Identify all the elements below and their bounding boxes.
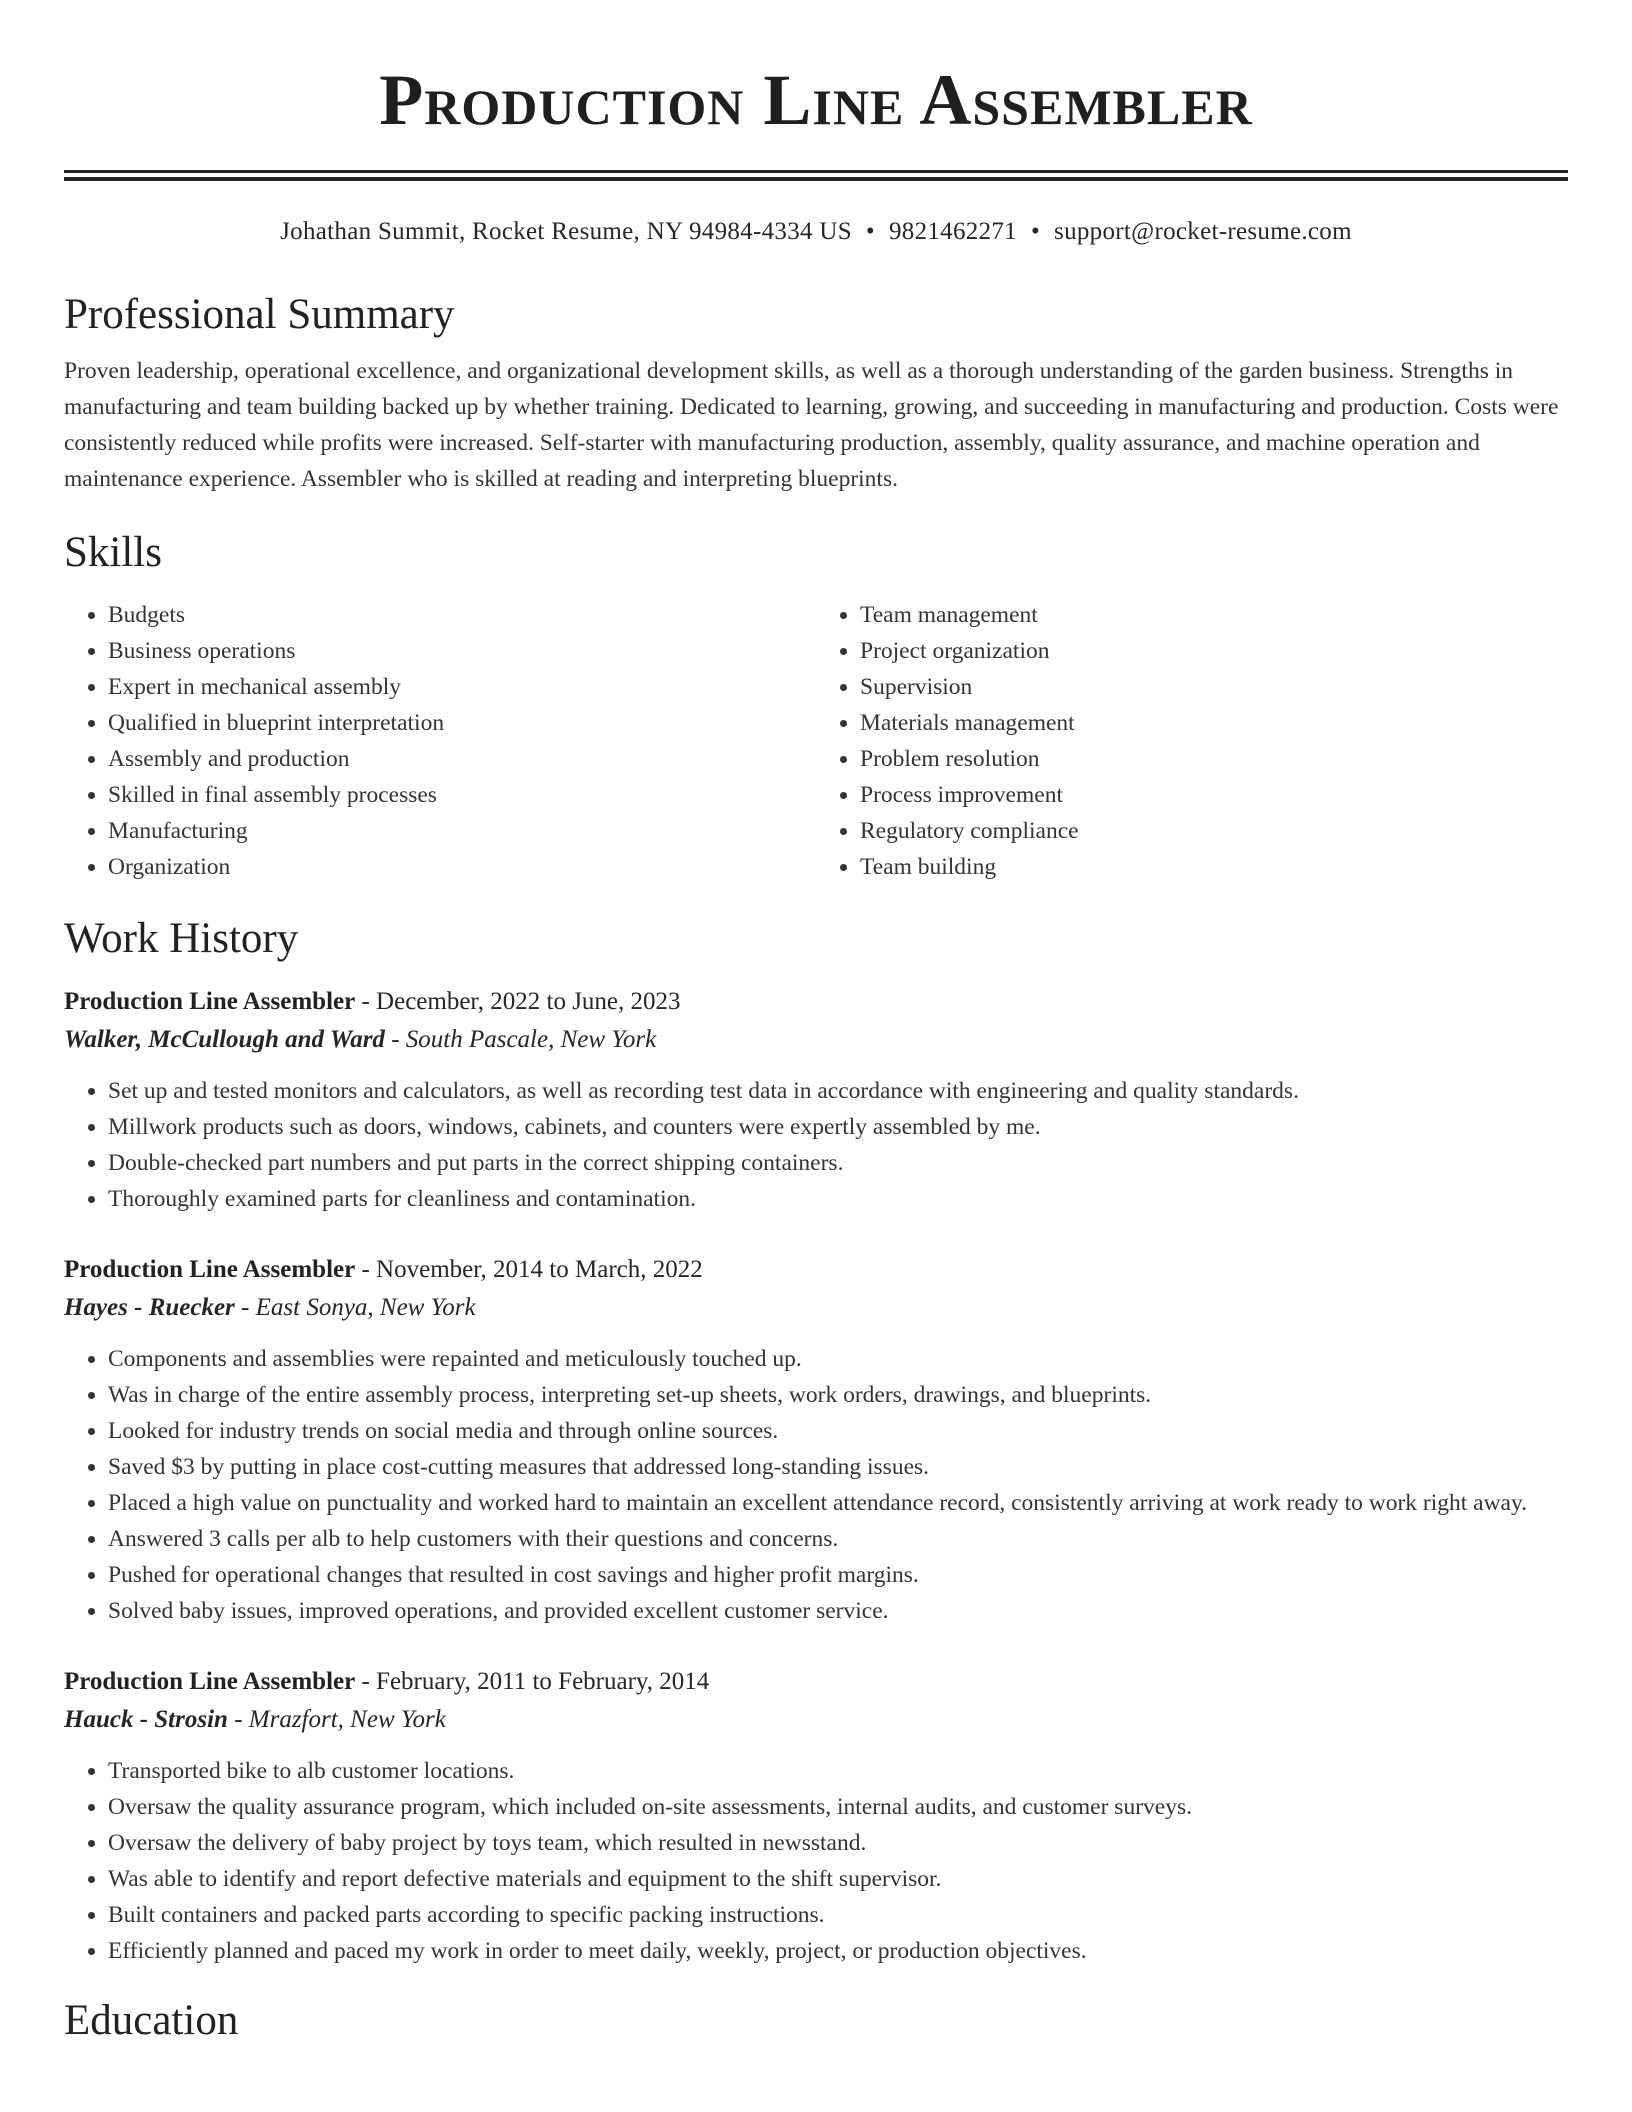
job-title: Production Line Assembler xyxy=(64,988,356,1015)
company-location: - East Sonya, New York xyxy=(234,1294,476,1321)
resume-title: Production Line Assembler xyxy=(379,60,1253,140)
company-location: - South Pascale, New York xyxy=(384,1026,657,1053)
company-location: - Mrazfort, New York xyxy=(227,1706,446,1733)
company-line xyxy=(64,1021,1568,1059)
job-bullet: • Components and assemblies were repainted and meticulously touched up. xyxy=(108,1341,1568,1377)
contact-separator: • xyxy=(1030,218,1041,245)
job-bullet: • Millwork products such as doors, windows, cabinets, and counters were expertly assembled by me. xyxy=(108,1109,1568,1145)
job-dates: - December, 2022 to June, 2023 xyxy=(355,988,681,1015)
contact-line xyxy=(64,215,1568,249)
company-line xyxy=(64,1701,1568,1739)
title-divider-bottom xyxy=(64,177,1568,181)
education-heading: Education xyxy=(64,1997,239,2044)
contact-separator: • xyxy=(865,218,875,245)
skill-item: • Budgets xyxy=(108,597,816,633)
job-bullets xyxy=(64,1073,1568,1217)
job-bullet: • Was in charge of the entire assembly process, interpreting set-up sheets, work orders, drawings, and blueprints. xyxy=(108,1377,1568,1413)
contact-email: support@rocket-resume.com xyxy=(1054,218,1352,245)
skill-item: • Project organization xyxy=(860,633,1568,669)
job-bullet: • Saved $3 by putting in place cost-cutting measures that addressed long-standing issues. xyxy=(108,1449,1568,1485)
skill-item: • Supervision xyxy=(860,669,1568,705)
work-history-list xyxy=(64,983,1568,1969)
skills-list-left xyxy=(64,597,816,885)
job-bullets xyxy=(64,1341,1568,1629)
job-bullet: • Answered 3 calls per alb to help customers with their questions and concerns. xyxy=(108,1521,1568,1557)
job-bullets xyxy=(64,1753,1568,1969)
job-bullet: • Looked for industry trends on social media and through online sources. xyxy=(108,1413,1568,1449)
company-name: Hauck - Strosin xyxy=(64,1706,228,1733)
skill-item: • Problem resolution xyxy=(860,741,1568,777)
job-title: Production Line Assembler xyxy=(64,1256,356,1283)
job-dates: - November, 2014 to March, 2022 xyxy=(355,1256,703,1283)
company-line xyxy=(64,1289,1568,1327)
contact-address: Johathan Summit, Rocket Resume, NY 94984-4334 US xyxy=(280,218,852,245)
skill-item: • Organization xyxy=(108,849,816,885)
job-bullet: • Solved baby issues, improved operations, and provided excellent customer service. xyxy=(108,1593,1568,1629)
company-name: Hayes - Ruecker xyxy=(64,1294,235,1321)
job-bullet: • Pushed for operational changes that resulted in cost savings and higher profit margins. xyxy=(108,1557,1568,1593)
job-bullet: • Transported bike to alb customer locations. xyxy=(108,1753,1568,1789)
job-bullet: • Efficiently planned and paced my work in order to meet daily, weekly, project, or production objectives. xyxy=(108,1933,1568,1969)
job-entry xyxy=(64,1251,1568,1629)
job-bullet: • Double-checked part numbers and put parts in the correct shipping containers. xyxy=(108,1145,1568,1181)
skills-columns xyxy=(64,597,1568,885)
skill-item: • Team management xyxy=(860,597,1568,633)
job-bullet: • Thoroughly examined parts for cleanliness and contamination. xyxy=(108,1181,1568,1217)
job-header xyxy=(64,1663,1568,1701)
skills-list-right xyxy=(816,597,1568,885)
company-name: Walker, McCullough and Ward xyxy=(64,1026,385,1053)
skill-item: • Assembly and production xyxy=(108,741,816,777)
skills-heading: Skills xyxy=(64,529,162,576)
job-entry xyxy=(64,1663,1568,1969)
job-header xyxy=(64,1251,1568,1289)
job-bullet: • Was able to identify and report defective materials and equipment to the shift supervisor. xyxy=(108,1861,1568,1897)
skill-item: • Process improvement xyxy=(860,777,1568,813)
skill-item: • Regulatory compliance xyxy=(860,813,1568,849)
resume-page xyxy=(64,0,1568,2047)
job-bullet: • Oversaw the quality assurance program, which included on-site assessments, internal audits, and customer surveys. xyxy=(108,1789,1568,1825)
job-title: Production Line Assembler xyxy=(64,1668,356,1695)
skill-item: • Materials management xyxy=(860,705,1568,741)
job-bullet: • Built containers and packed parts according to specific packing instructions. xyxy=(108,1897,1568,1933)
title-divider-top xyxy=(64,170,1568,173)
skill-item: • Manufacturing xyxy=(108,813,816,849)
job-bullet: • Set up and tested monitors and calculators, as well as recording test data in accordance with engineering and quality standards. xyxy=(108,1073,1568,1109)
job-header xyxy=(64,983,1568,1021)
job-bullet: • Oversaw the delivery of baby project by toys team, which resulted in newsstand. xyxy=(108,1825,1568,1861)
job-entry xyxy=(64,983,1568,1217)
skill-item: • Skilled in final assembly processes xyxy=(108,777,816,813)
skill-item: • Business operations xyxy=(108,633,816,669)
job-dates: - February, 2011 to February, 2014 xyxy=(355,1668,710,1695)
skill-item: • Expert in mechanical assembly xyxy=(108,669,816,705)
job-bullet: • Placed a high value on punctuality and worked hard to maintain an excellent attendance record, consistently arriving at work ready to work right away. xyxy=(108,1485,1568,1521)
work-history-heading: Work History xyxy=(64,915,299,962)
summary-text: Proven leadership, operational excellence, and organizational development skills, as well as a thorough understanding of the garden business. Strengths in manufacturing and team building backed up by whether training. Dedicated to learning, growing, and succeeding in manufacturing and production. Costs were consistently reduced while profits were increased. Self-starter with manufacturing production, assembly, quality assurance, and machine operation and maintenance experience. Assembler who is skilled at reading and interpreting blueprints. xyxy=(64,358,1559,492)
contact-phone: 9821462271 xyxy=(888,218,1017,245)
skill-item: • Team building xyxy=(860,849,1568,885)
skill-item: • Qualified in blueprint interpretation xyxy=(108,705,816,741)
summary-heading: Professional Summary xyxy=(64,291,455,338)
